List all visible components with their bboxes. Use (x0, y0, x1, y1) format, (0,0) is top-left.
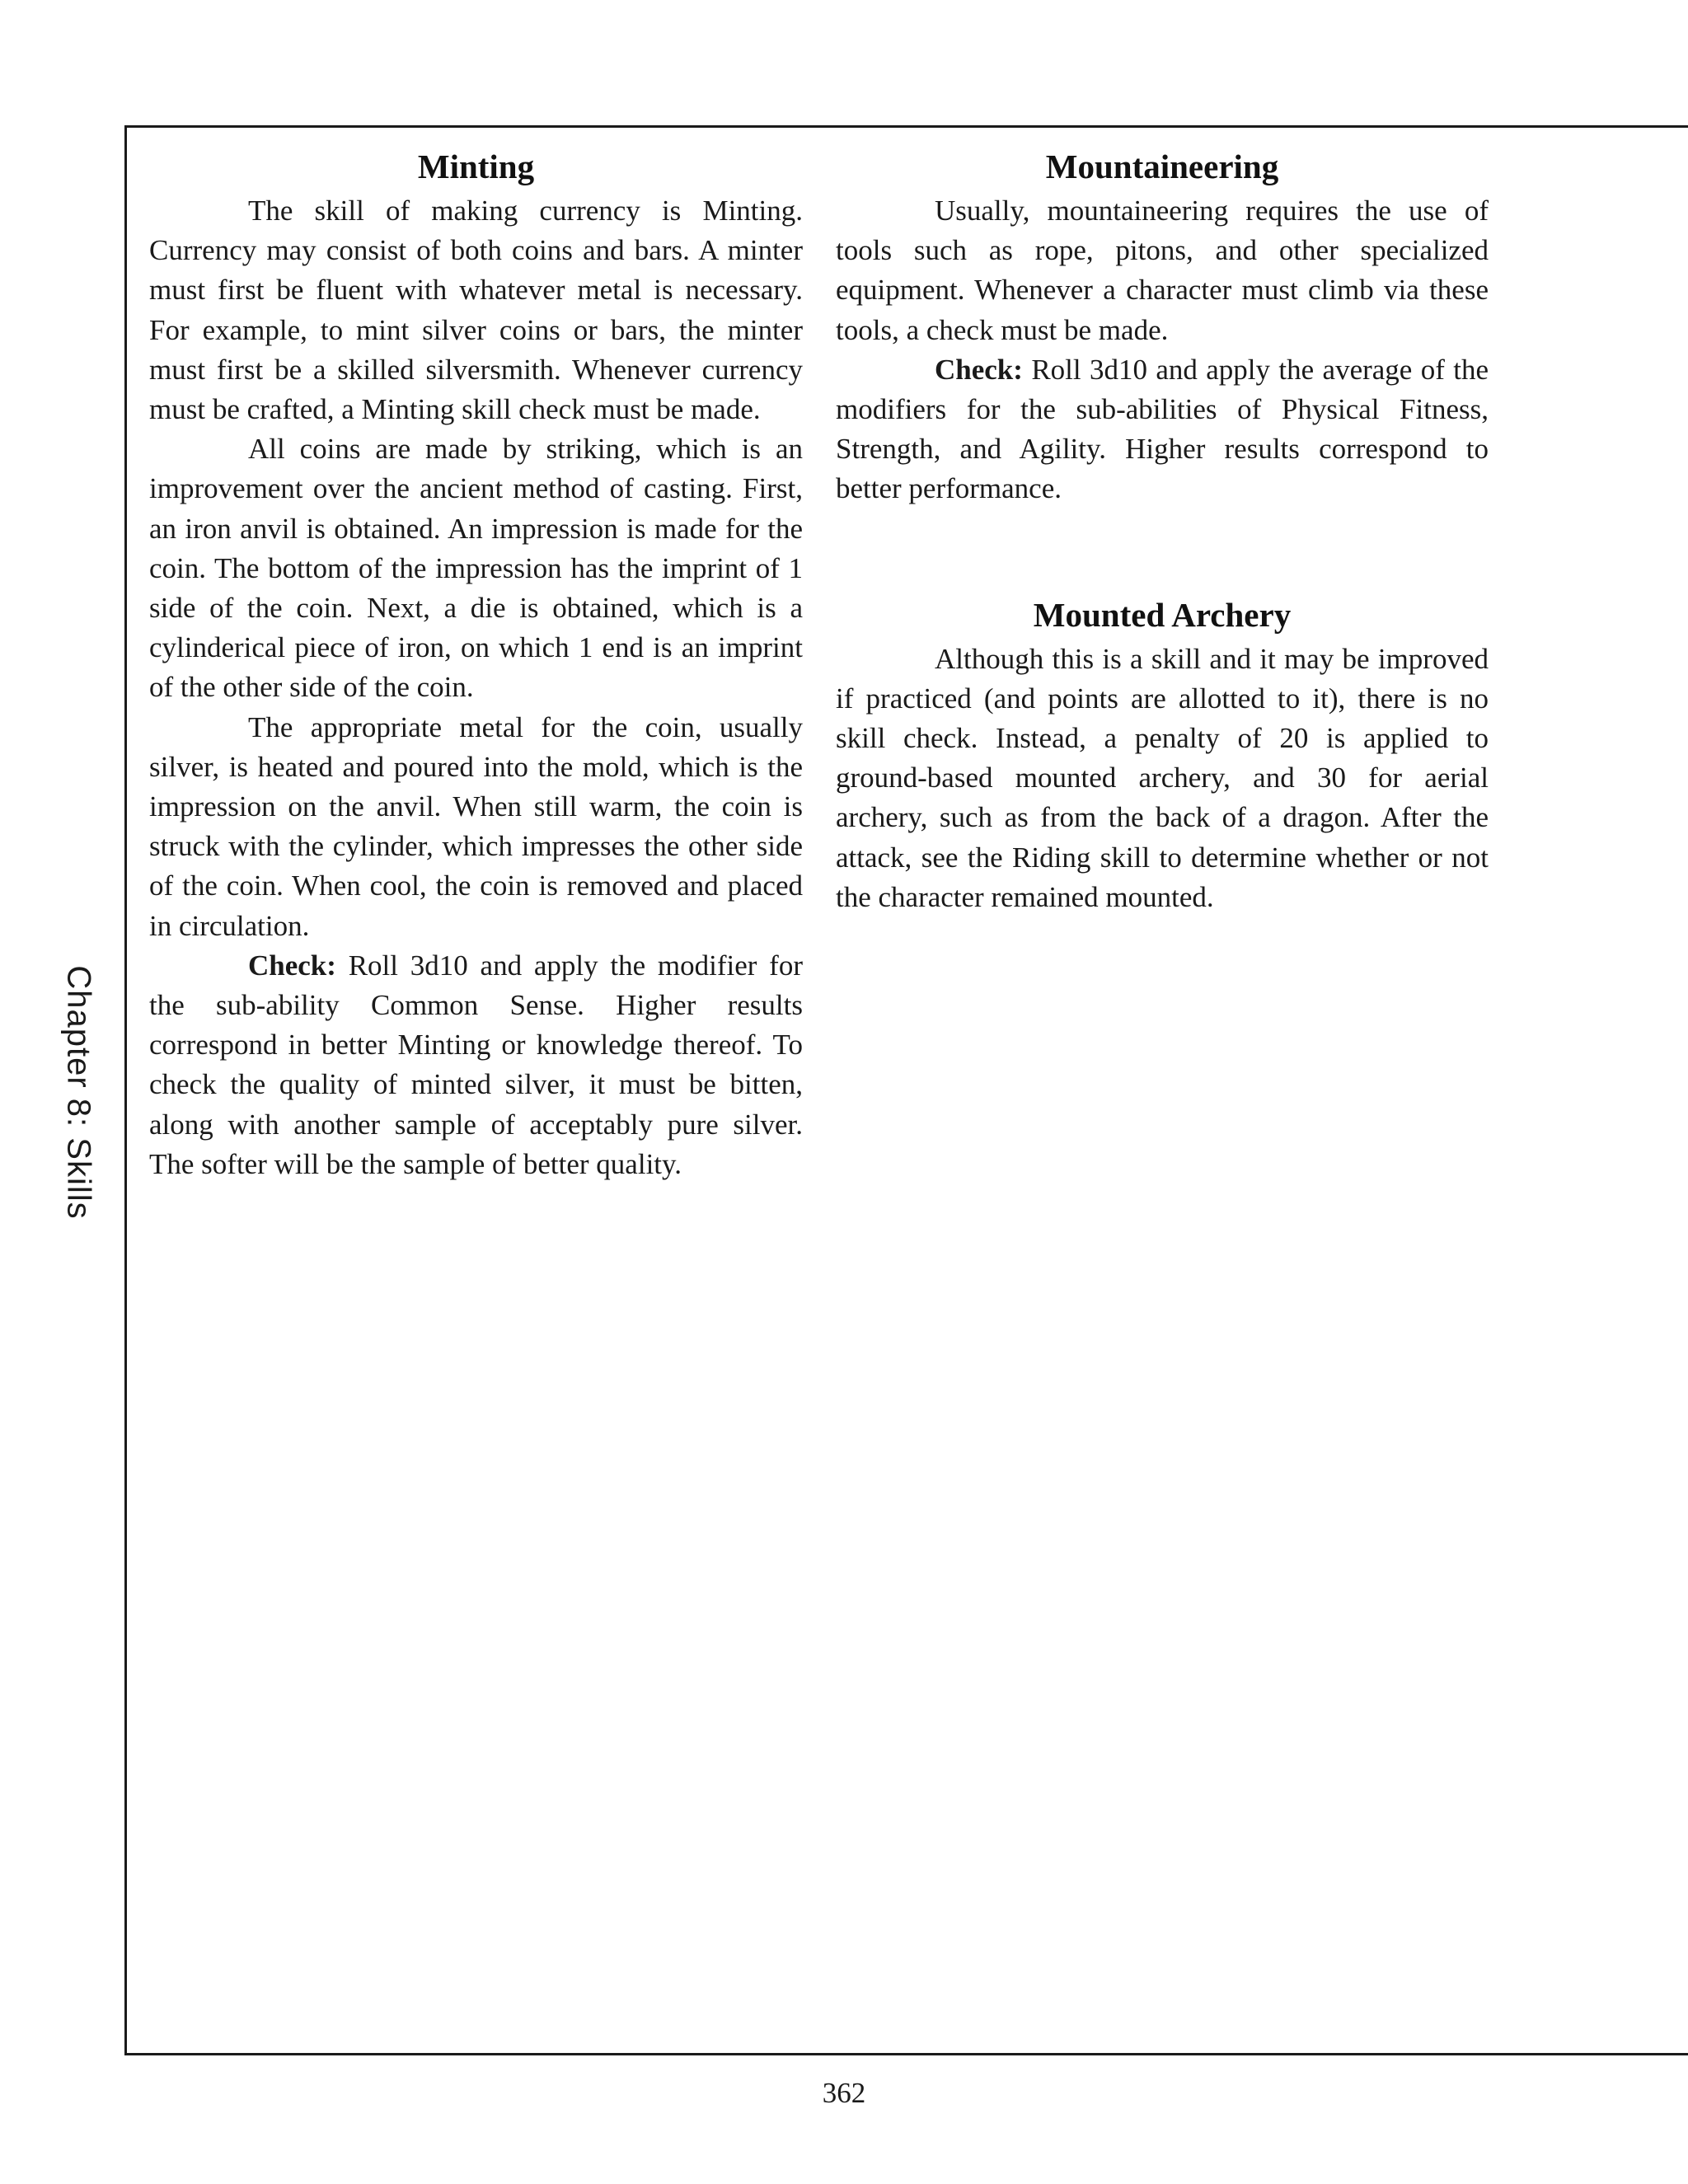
right-column (836, 142, 1489, 917)
section-mountaineering (836, 142, 1489, 509)
section-heading-mounted-archery: Mounted Archery (1033, 595, 1292, 634)
minting-paragraph-2: All coins are made by striking, which is an improvement over the ancient method of casting. First, an iron anvil is obtained. An impression is made for the coin. The bottom of the impression has the imprint of 1 side of the coin. Next, a die is obtained, which is a cylinderical piece of iron, on which 1 end is an imprint of the other side of the coin. (149, 433, 803, 704)
section-mounted-archery (836, 590, 1489, 917)
check-text: Roll 3d10 and apply the modifier for the sub-ability Common Sense. Higher results correspond in better Minting or knowledge thereof. To check the quality of minted silver, it must be bitten, along with another sample of acceptably pure silver. The softer will be the sample of better quality. (149, 949, 803, 1180)
chapter-title-text: Chapter 8: Skills (60, 964, 97, 1220)
check-label: Check: (248, 949, 336, 982)
section-heading-minting: Minting (417, 148, 535, 185)
chapter-side-title (54, 956, 103, 1228)
minting-paragraph-1: The skill of making currency is Minting. Currency may consist of both coins and bars. A minter must first be fluent with whatever metal is necessary. For example, to mint silver coins or bars, the minter must first be a skilled silversmith. Whenever currency must be crafted, a Minting skill check must be made. (149, 194, 803, 426)
section-minting (149, 142, 803, 1184)
minting-check-paragraph (149, 946, 803, 1184)
mountaineering-paragraph-1: Usually, mountaineering requires the use of tools such as rope, pitons, and other specialized equipment. Whenever a character must climb via these tools, a check must be made. (836, 194, 1489, 346)
left-column (149, 142, 803, 1184)
check-text: Roll 3d10 and apply the average of the modifiers for the sub-abilities of Physical Fitness, Strength, and Agility. Higher results correspond to better performance. (836, 353, 1489, 505)
minting-paragraph-3: The appropriate metal for the coin, usually silver, is heated and poured into the mold, which is the impression on the anvil. When still warm, the coin is struck with the cylinder, which impresses the other side of the coin. When cool, the coin is removed and placed in circulation. (149, 710, 803, 942)
page-number: 362 (822, 2077, 866, 2109)
mountaineering-check-paragraph (836, 350, 1489, 509)
section-heading-mountaineering: Mountaineering (1045, 148, 1279, 185)
check-label: Check: (935, 353, 1023, 386)
mounted-archery-paragraph-1: Although this is a skill and it may be improved if practiced (and points are allotted to it), there is no skill check. Instead, a penalty of 20 is applied to ground-based mounted archery, and 30 for aerial archery, such as from the back of a dragon. After the attack, see the Riding skill to determine whether or not the character remained mounted. (836, 642, 1489, 913)
section-spacer (836, 509, 1489, 590)
